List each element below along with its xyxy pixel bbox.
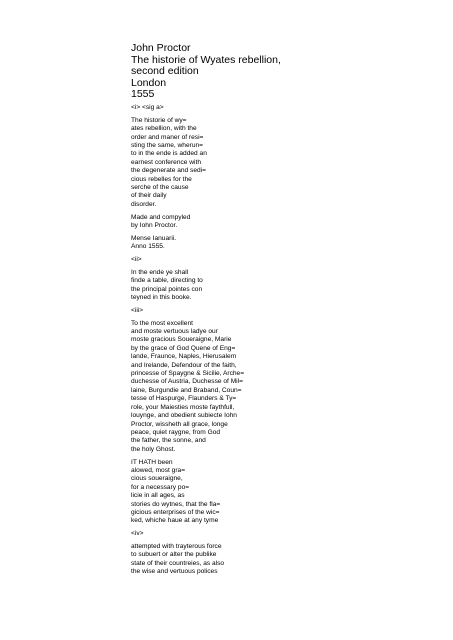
- text-line: alowed, most gra=: [131, 466, 186, 474]
- text-line: for a necessary po=: [131, 483, 190, 491]
- edition-label: second edition: [131, 65, 199, 78]
- text-line: The historie of wy=: [131, 116, 187, 124]
- text-line: and Irelande, Defendour of the faith,: [131, 361, 237, 369]
- work-title: The historie of Wyates rebellion,: [131, 53, 281, 66]
- text-line: <ii>: [131, 256, 142, 264]
- text-section: [131, 256, 431, 264]
- text-line: role, your Maiesties moste faythfull,: [131, 403, 235, 411]
- text-section: [131, 543, 431, 577]
- document-page: [131, 43, 431, 581]
- text-line: Proctor, wissheth all grace, longe: [131, 420, 228, 428]
- text-line: the wise and vertuous polices: [131, 568, 218, 576]
- text-line: Anno 1555.: [131, 243, 165, 251]
- text-line: and moste vertuous ladye our: [131, 328, 218, 336]
- text-line: order and maner of resi=: [131, 133, 204, 141]
- text-line: Mense Ianuarii.: [131, 234, 177, 242]
- text-line: princesse of Spaygne & Sicilie, Arche=: [131, 370, 245, 378]
- text-section: [131, 307, 431, 315]
- text-line: lande, Fraunce, Naples, Hierusalem: [131, 353, 237, 361]
- text-line: the degenerate and sedi=: [131, 167, 206, 175]
- text-line: to subuert or alter the publike: [131, 551, 217, 559]
- text-line: gicious enterprises of the wic=: [131, 508, 220, 516]
- text-line: the principal pointes con: [131, 285, 203, 293]
- author-name: John Proctor: [131, 42, 191, 54]
- publication-year: 1555: [131, 88, 155, 101]
- text-line: disorder.: [131, 200, 157, 208]
- text-line: licie in all ages, as: [131, 492, 185, 500]
- text-section: [131, 530, 431, 538]
- text-line: To the most excellent: [131, 319, 193, 327]
- text-line: by Iohn Proctor.: [131, 222, 178, 230]
- text-section: [131, 104, 431, 112]
- text-line: earnest conference with: [131, 158, 202, 166]
- text-line: teyned in this booke.: [131, 294, 192, 302]
- text-section: [131, 117, 431, 209]
- text-line: moste gracious Soueraigne, Marie: [131, 336, 232, 344]
- publication-place: London: [131, 76, 167, 89]
- text-line: the father, the sonne, and: [131, 437, 206, 445]
- text-section: [131, 459, 431, 526]
- text-line: attempted with trayterous force: [131, 542, 222, 550]
- text-line: peace, quiet raygne, from God: [131, 428, 221, 436]
- text-line: cious rebelles for the: [131, 175, 192, 183]
- text-line: tesse of Haspurge, Flaunders & Ty=: [131, 395, 237, 403]
- text-line: cious soueraigne,: [131, 475, 183, 483]
- text-line: sting the same, wherun=: [131, 141, 204, 149]
- text-line: of their daily: [131, 192, 167, 200]
- text-line: state of their countreies, as also: [131, 559, 225, 567]
- text-line: Made and compyled: [131, 213, 191, 221]
- text-line: In the ende ye shall: [131, 268, 189, 276]
- text-line: to in the ende is added an: [131, 150, 207, 158]
- text-line: finde a table, directing to: [131, 277, 203, 285]
- text-section: [131, 320, 431, 455]
- text-line: by the grace of God Quene of Eng=: [131, 344, 236, 352]
- text-line: laine, Burgundie and Braband, Coun=: [131, 386, 242, 394]
- text-line: <iii>: [131, 306, 144, 314]
- text-line: duchesse of Austria, Duchesse of Mil=: [131, 378, 243, 386]
- text-line: ates rebellion, with the: [131, 125, 197, 133]
- text-section: [131, 235, 431, 252]
- title-block: [131, 43, 431, 101]
- body-text: [131, 104, 431, 577]
- text-line: <iv>: [131, 530, 144, 538]
- text-line: the holy Ghost.: [131, 445, 176, 453]
- text-line: IT HATH been: [131, 458, 173, 466]
- text-line: <i> <sig a>: [131, 103, 164, 111]
- text-line: ked, whiche haue at any tyme: [131, 517, 219, 525]
- text-line: louynge, and obedient subiecte Iohn: [131, 412, 237, 420]
- text-section: [131, 214, 431, 231]
- text-line: serche of the cause: [131, 184, 189, 192]
- text-line: stories do wytnes, that the fla=: [131, 500, 221, 508]
- text-section: [131, 269, 431, 303]
